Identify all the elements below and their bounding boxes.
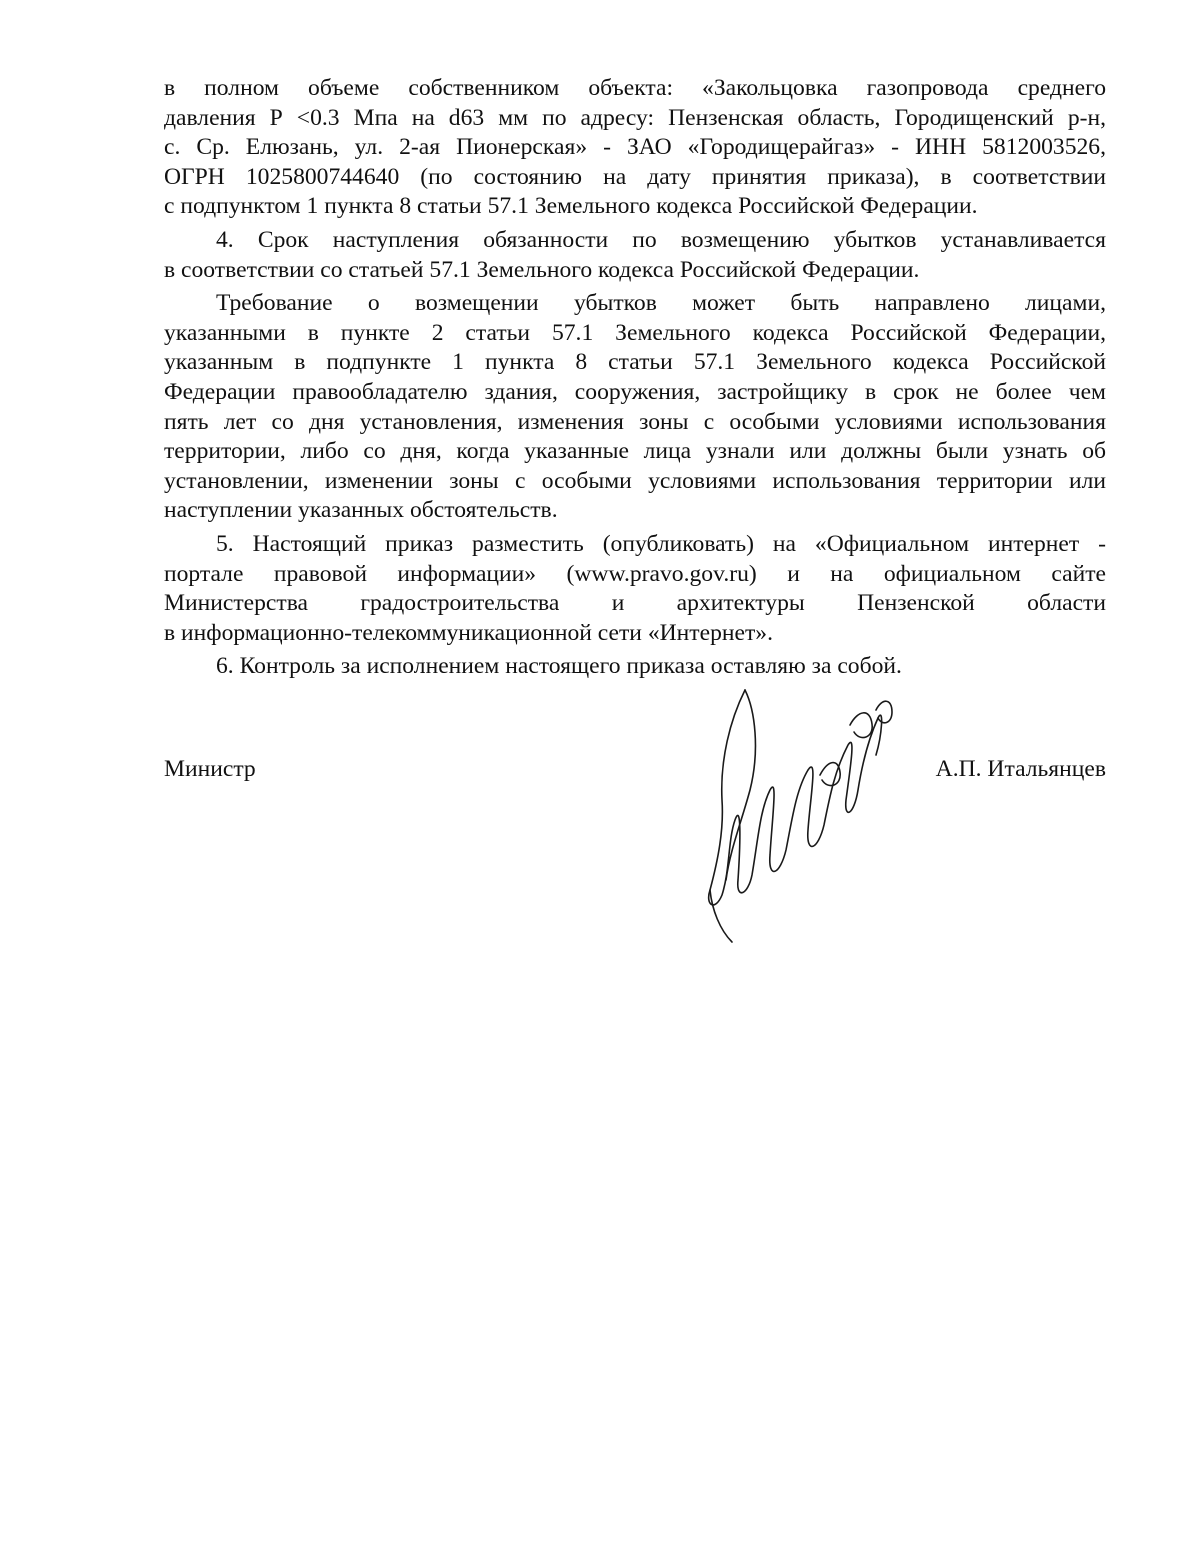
paragraph-item-5 <box>164 530 1106 648</box>
paragraph-item-6 <box>164 652 1106 682</box>
text-line: 5. Настоящий приказ разместить (опубликовать) на «Официальном интернет - <box>216 530 1106 557</box>
text-line: установлении, изменении зоны с особыми условиями использования территории или <box>164 467 1106 494</box>
text-line: в соответствии со статьей 57.1 Земельного кодекса Российской Федерации. <box>164 256 920 283</box>
document-body <box>164 74 1106 686</box>
text-line: Федерации правообладателю здания, сооружения, застройщику в срок не более чем <box>164 378 1106 405</box>
paragraph-claim-requirement <box>164 289 1106 526</box>
text-line: указанным в подпункте 1 пункта 8 статьи 57.1 Земельного кодекса Российской <box>164 349 1106 376</box>
text-line: Требование о возмещении убытков может быть направлено лицами, <box>216 290 1106 317</box>
text-line: указанными в пункте 2 статьи 57.1 Земельного кодекса Российской Федерации, <box>164 319 1106 346</box>
text-line: наступлении указанных обстоятельств. <box>164 497 558 524</box>
text-line: 4. Срок наступления обязанности по возмещению убытков устанавливается <box>216 226 1106 253</box>
text-line: давления Р <0.3 Мпа на d63 мм по адресу: Пензенская область, Городищенский р-н, <box>164 104 1106 131</box>
handwritten-signature <box>700 680 900 950</box>
text-line: пять лет со дня установления, изменения зоны с особыми условиями использования <box>164 408 1106 435</box>
text-line: с. Ср. Елюзань, ул. 2-ая Пионерская» - ЗАО «Городищерайгаз» - ИНН 5812003526, <box>164 134 1106 161</box>
signatory-title: Министр <box>164 756 256 782</box>
text-line: с подпунктом 1 пункта 8 статьи 57.1 Земельного кодекса Российской Федерации. <box>164 193 978 220</box>
text-line: портале правовой информации» (www.pravo.gov.ru) и на официальном сайте <box>164 560 1106 587</box>
text-line: в информационно-телекоммуникационной сети «Интернет». <box>164 619 773 646</box>
signatory-name: А.П. Итальянцев <box>935 756 1106 782</box>
text-line: Министерства градостроительства и архитектуры Пензенской области <box>164 590 1106 617</box>
paragraph-item-4 <box>164 226 1106 285</box>
paragraph-continuation <box>164 74 1106 222</box>
text-line: 6. Контроль за исполнением настоящего приказа оставляю за собой. <box>216 653 902 680</box>
text-line: территории, либо со дня, когда указанные лица узнали или должны были узнать об <box>164 438 1106 465</box>
text-line: в полном объеме собственником объекта: «Закольцовка газопровода среднего <box>164 75 1106 101</box>
text-line: ОГРН 1025800744640 (по состоянию на дату принятия приказа), в соответствии <box>164 163 1106 190</box>
